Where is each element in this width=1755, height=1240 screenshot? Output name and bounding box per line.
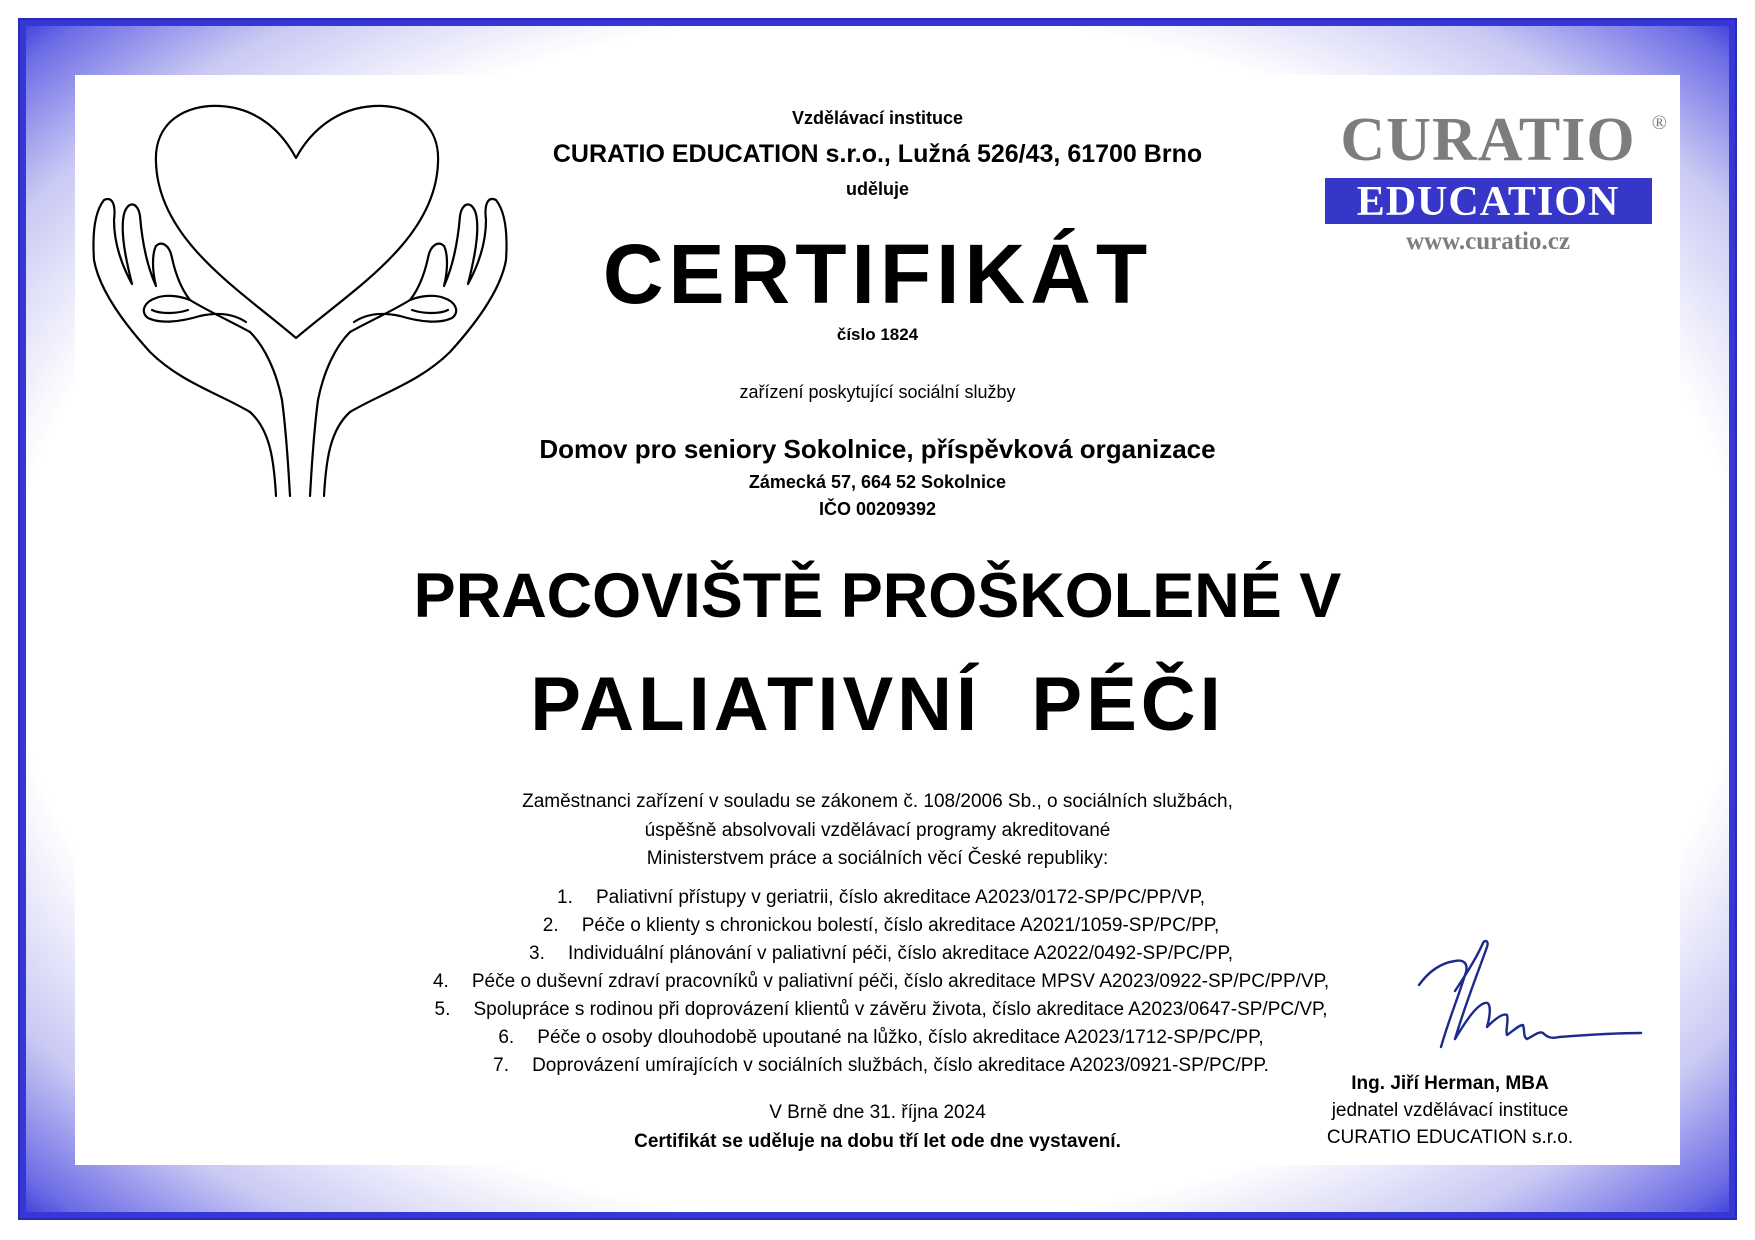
- list-number: 1.: [557, 887, 573, 908]
- list-number: 6.: [498, 1027, 515, 1048]
- handwritten-signature: [1415, 935, 1655, 1065]
- place-date: V Brně dne 31. října 2024: [769, 1102, 986, 1123]
- heading-line-1: PRACOVIŠTĚ PROŠKOLENÉ V: [413, 561, 1342, 631]
- certificate-number: číslo 1824: [836, 325, 919, 344]
- recipient-type: zařízení poskytující sociální služby: [739, 382, 1016, 402]
- statement-line-1: Zaměstnanci zařízení v souladu se zákonem č. 108/2006 Sb., o sociálních službách,: [522, 791, 1233, 812]
- recipient-name: Domov pro seniory Sokolnice, příspěvková organizace: [539, 434, 1216, 464]
- list-number: 4.: [432, 971, 449, 992]
- recipient-address: Zámecká 57, 664 52 Sokolnice: [748, 472, 1007, 492]
- heading-line-2: PALIATIVNÍ PÉČI: [530, 662, 1225, 747]
- list-item: [0, 884, 1755, 912]
- logo-band: EDUCATION: [1325, 178, 1652, 224]
- list-text: Spolupráce s rodinou při doprovázení klientů v závěru života, číslo akreditace A2023/0647-SP/PC/VP,: [473, 999, 1328, 1020]
- issuer-intro: Vzdělávací instituce: [791, 108, 964, 128]
- registered-mark: ®: [1651, 112, 1667, 134]
- list-number: 5.: [434, 999, 451, 1020]
- recipient-ico: IČO 00209392: [818, 499, 937, 519]
- list-text: Doprovázení umírajících v sociálních službách, číslo akreditace A2023/0921-SP/PC/PP.: [532, 1055, 1269, 1076]
- statement-line-2: úspěšně absolvovali vzdělávací programy akreditované: [644, 820, 1111, 841]
- statement-line-3: Ministerstvem práce a sociálních věcí České republiky:: [646, 848, 1109, 869]
- list-number: 7.: [493, 1055, 509, 1076]
- validity-note: Certifikát se uděluje na dobu tří let ode dne vystavení.: [634, 1131, 1121, 1152]
- list-number: 3.: [529, 943, 545, 964]
- list-number: 2.: [542, 915, 559, 936]
- certificate-title: CERTIFIKÁT: [602, 227, 1153, 321]
- list-text: Individuální plánování v paliativní péči, číslo akreditace A2022/0492-SP/PC/PP,: [567, 943, 1234, 964]
- signatory-block: [1300, 1070, 1600, 1151]
- logo-wordmark: CURATIO: [1340, 106, 1636, 174]
- signatory-role: jednatel vzdělávací instituce: [1331, 1100, 1569, 1121]
- issuer-name: CURATIO EDUCATION s.r.o., Lužná 526/43, 61700 Brno: [552, 140, 1203, 168]
- list-text: Péče o klienty s chronickou bolestí, číslo akreditace A2021/1059-SP/PC/PP,: [581, 915, 1220, 936]
- signatory-name: Ing. Jiří Herman, MBA: [1351, 1073, 1549, 1094]
- list-text: Péče o duševní zdraví pracovníků v paliativní péči, číslo akreditace MPSV A2023/0922-SP/PC/PP/VP,: [471, 971, 1330, 992]
- list-text: Paliativní přístupy v geriatrii, číslo akreditace A2023/0172-SP/PC/PP/VP,: [595, 887, 1206, 908]
- signatory-org: CURATIO EDUCATION s.r.o.: [1326, 1127, 1574, 1148]
- issuer-grants: uděluje: [845, 179, 909, 199]
- logo-url: www.curatio.cz: [1406, 228, 1570, 255]
- list-text: Péče o osoby dlouhodobě upoutané na lůžko, číslo akreditace A2023/1712-SP/PC/PP,: [537, 1027, 1264, 1048]
